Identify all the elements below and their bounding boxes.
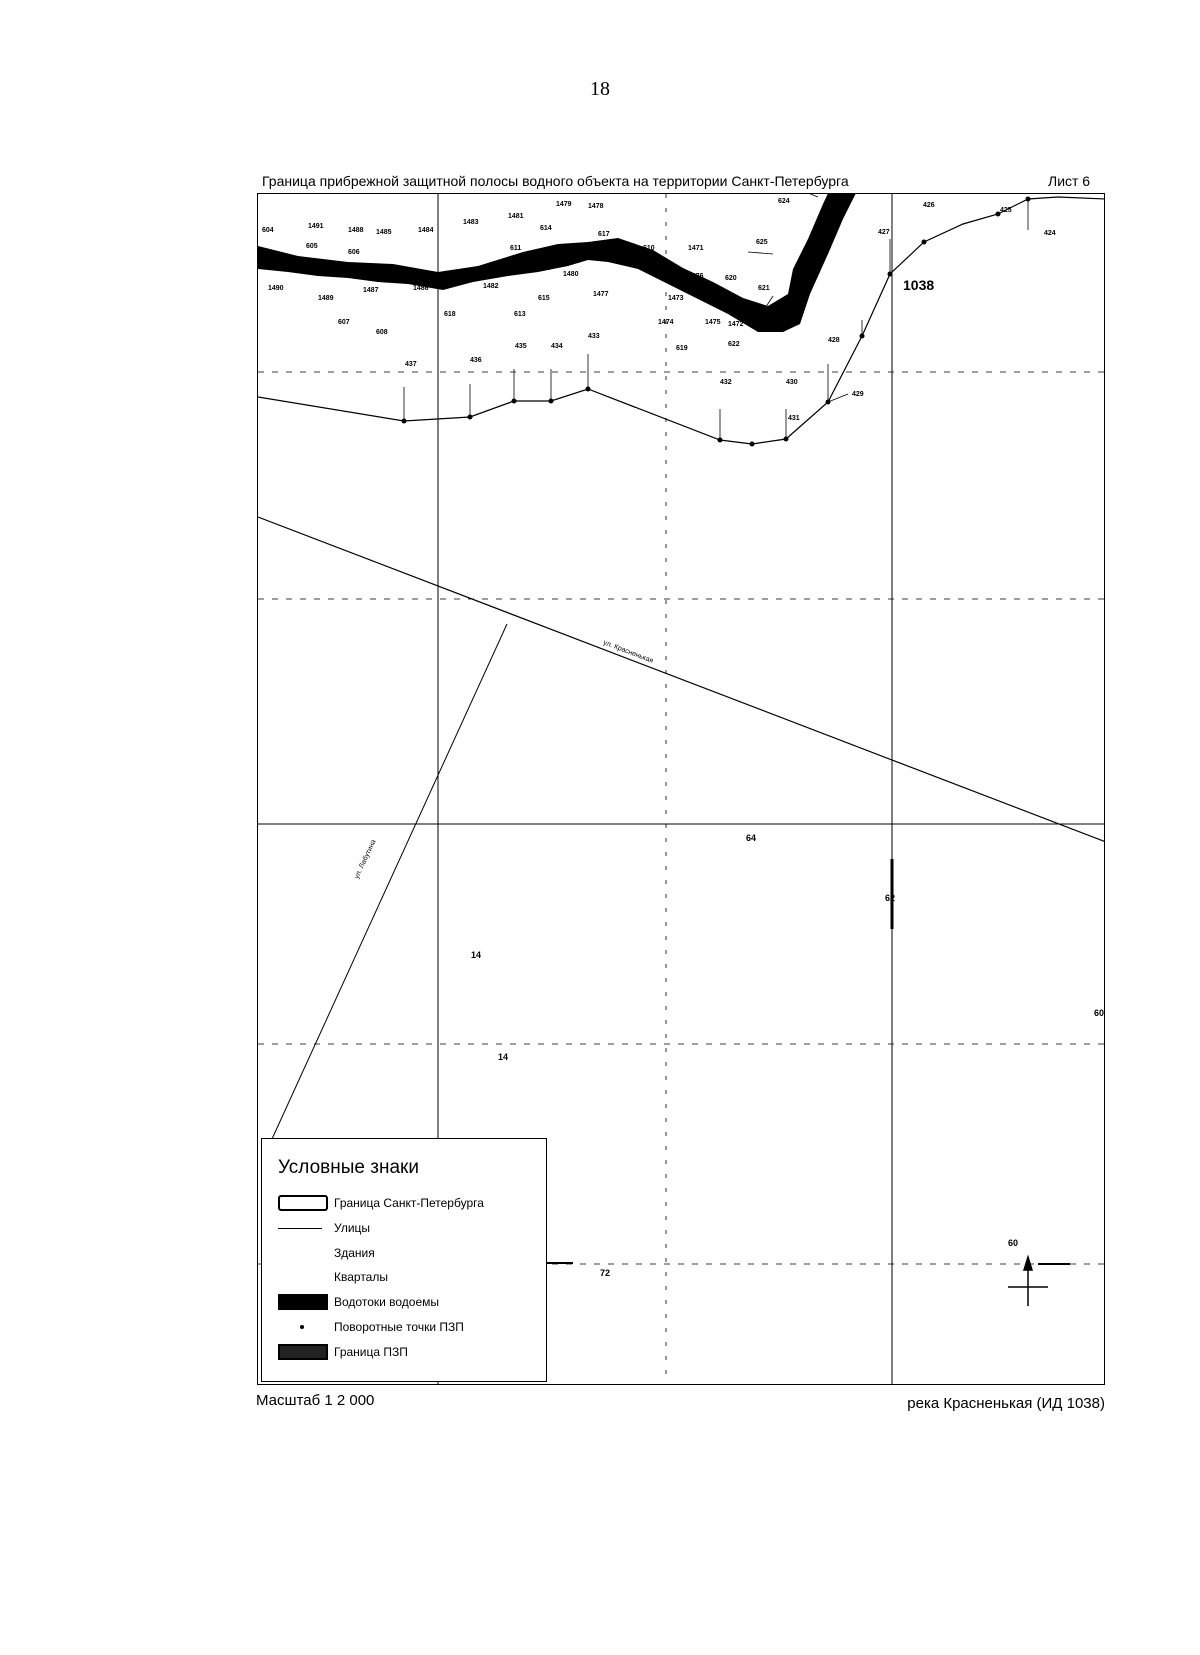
point-label: 615 — [538, 295, 550, 302]
point-label: 610 — [643, 245, 655, 252]
legend-title: Условные знаки — [278, 1157, 419, 1178]
block-label: 72 — [600, 1268, 611, 1278]
legend-item-pzp-border: Граница ПЗП — [278, 1342, 408, 1362]
point-label: 617 — [598, 231, 610, 238]
point-label: 611 — [510, 245, 522, 252]
point-label: 1491 — [308, 223, 324, 230]
point-label: 425 — [1000, 207, 1012, 214]
point-label: 604 — [262, 227, 274, 234]
point-label: 1490 — [268, 285, 284, 292]
point-label: 1488 — [348, 227, 364, 234]
point-label: 620 — [725, 275, 737, 282]
point-label: 623 — [765, 319, 777, 326]
street-line-symbol-icon — [278, 1220, 328, 1236]
page-number: 18 — [590, 78, 610, 100]
point-label: 433 — [588, 333, 600, 340]
block-label: 62 — [885, 893, 896, 903]
legend-item-water: Водотоки водоемы — [278, 1292, 439, 1312]
point-label: 1474 — [658, 319, 674, 326]
point-label: 427 — [878, 229, 890, 236]
point-label: 1477 — [593, 291, 609, 298]
block-label: 64 — [746, 833, 757, 843]
point-label: 616 — [608, 251, 620, 258]
point-label: 1487 — [363, 287, 379, 294]
point-label: 626 — [828, 196, 840, 203]
point-label: 606 — [348, 249, 360, 256]
block-label: 60 — [1008, 1238, 1019, 1248]
point-label: 622 — [728, 341, 740, 348]
point-label: 614 — [540, 225, 552, 232]
map-scale: Масштаб 1 2 000 — [256, 1392, 375, 1409]
block-symbol-icon — [278, 1269, 328, 1285]
point-label: 434 — [551, 343, 563, 350]
block-label: 14 — [498, 1052, 509, 1062]
water-body — [258, 194, 858, 332]
water-symbol-icon — [278, 1294, 328, 1310]
point-label: 431 — [788, 415, 800, 422]
point-label: 1482 — [483, 283, 499, 290]
street-label: ул. Красненькая — [602, 639, 655, 665]
point-label: 1485 — [376, 229, 392, 236]
legend-item-streets: Улицы — [278, 1218, 370, 1238]
map-title: Граница прибрежной защитной полосы водного объекта на территории Санкт-Петербурга — [262, 173, 849, 189]
block-label: 60 — [1094, 1008, 1105, 1018]
street-label: ул. Лабутина — [353, 838, 378, 880]
point-label: 428 — [828, 337, 840, 344]
sheet-number: Лист 6 — [1048, 173, 1091, 189]
area-label: 1038 — [903, 277, 935, 293]
point-label: 429 — [852, 391, 864, 398]
point-label: 430 — [786, 379, 798, 386]
point-labels — [262, 196, 1056, 422]
point-label: 437 — [405, 361, 417, 368]
point-label: 1486 — [413, 285, 429, 292]
point-label: 436 — [470, 357, 482, 364]
point-label: 1489 — [318, 295, 334, 302]
point-label: 618 — [444, 311, 456, 318]
point-label: 435 — [515, 343, 527, 350]
point-label: 613 — [514, 311, 526, 318]
map-frame[interactable] — [257, 193, 1105, 1385]
point-label: 1472 — [728, 321, 744, 328]
river-label: река Красненькая (ИД 1038) — [907, 1395, 1105, 1412]
block-label: 14 — [471, 950, 482, 960]
point-label: 432 — [720, 379, 732, 386]
point-label: 426 — [923, 202, 935, 209]
legend-item-turning-points: Поворотные точки ПЗП — [278, 1317, 464, 1337]
point-label: 1475 — [705, 319, 721, 326]
legend-item-blocks: Кварталы — [278, 1267, 388, 1287]
point-label: 1479 — [556, 201, 572, 208]
point-label: 1473 — [668, 295, 684, 302]
point-label: 1483 — [463, 219, 479, 226]
point-label: 619 — [676, 345, 688, 352]
point-label: 1478 — [588, 203, 604, 210]
point-label: 621 — [758, 285, 770, 292]
point-label: 424 — [1044, 230, 1056, 237]
pzp-border-symbol-icon — [278, 1344, 328, 1360]
building-symbol-icon — [278, 1245, 328, 1261]
point-label: 1480 — [563, 271, 579, 278]
point-label: 605 — [306, 243, 318, 250]
point-symbol-icon — [278, 1319, 328, 1335]
spb-border-symbol-icon — [278, 1195, 328, 1211]
leader-lines — [404, 194, 1028, 440]
point-label: 607 — [338, 319, 350, 326]
point-label: 1471 — [688, 245, 704, 252]
point-label: 624 — [778, 198, 790, 205]
legend-item-spb-border: Граница Санкт-Петербурга — [278, 1193, 484, 1213]
point-label: 612 — [538, 265, 550, 272]
point-label: 625 — [756, 239, 768, 246]
legend-item-buildings: Здания — [278, 1243, 375, 1263]
point-label: 1481 — [508, 213, 524, 220]
point-label: 1476 — [688, 273, 704, 280]
point-label: 1484 — [418, 227, 434, 234]
map-legend — [261, 1138, 547, 1382]
point-label: 608 — [376, 329, 388, 336]
